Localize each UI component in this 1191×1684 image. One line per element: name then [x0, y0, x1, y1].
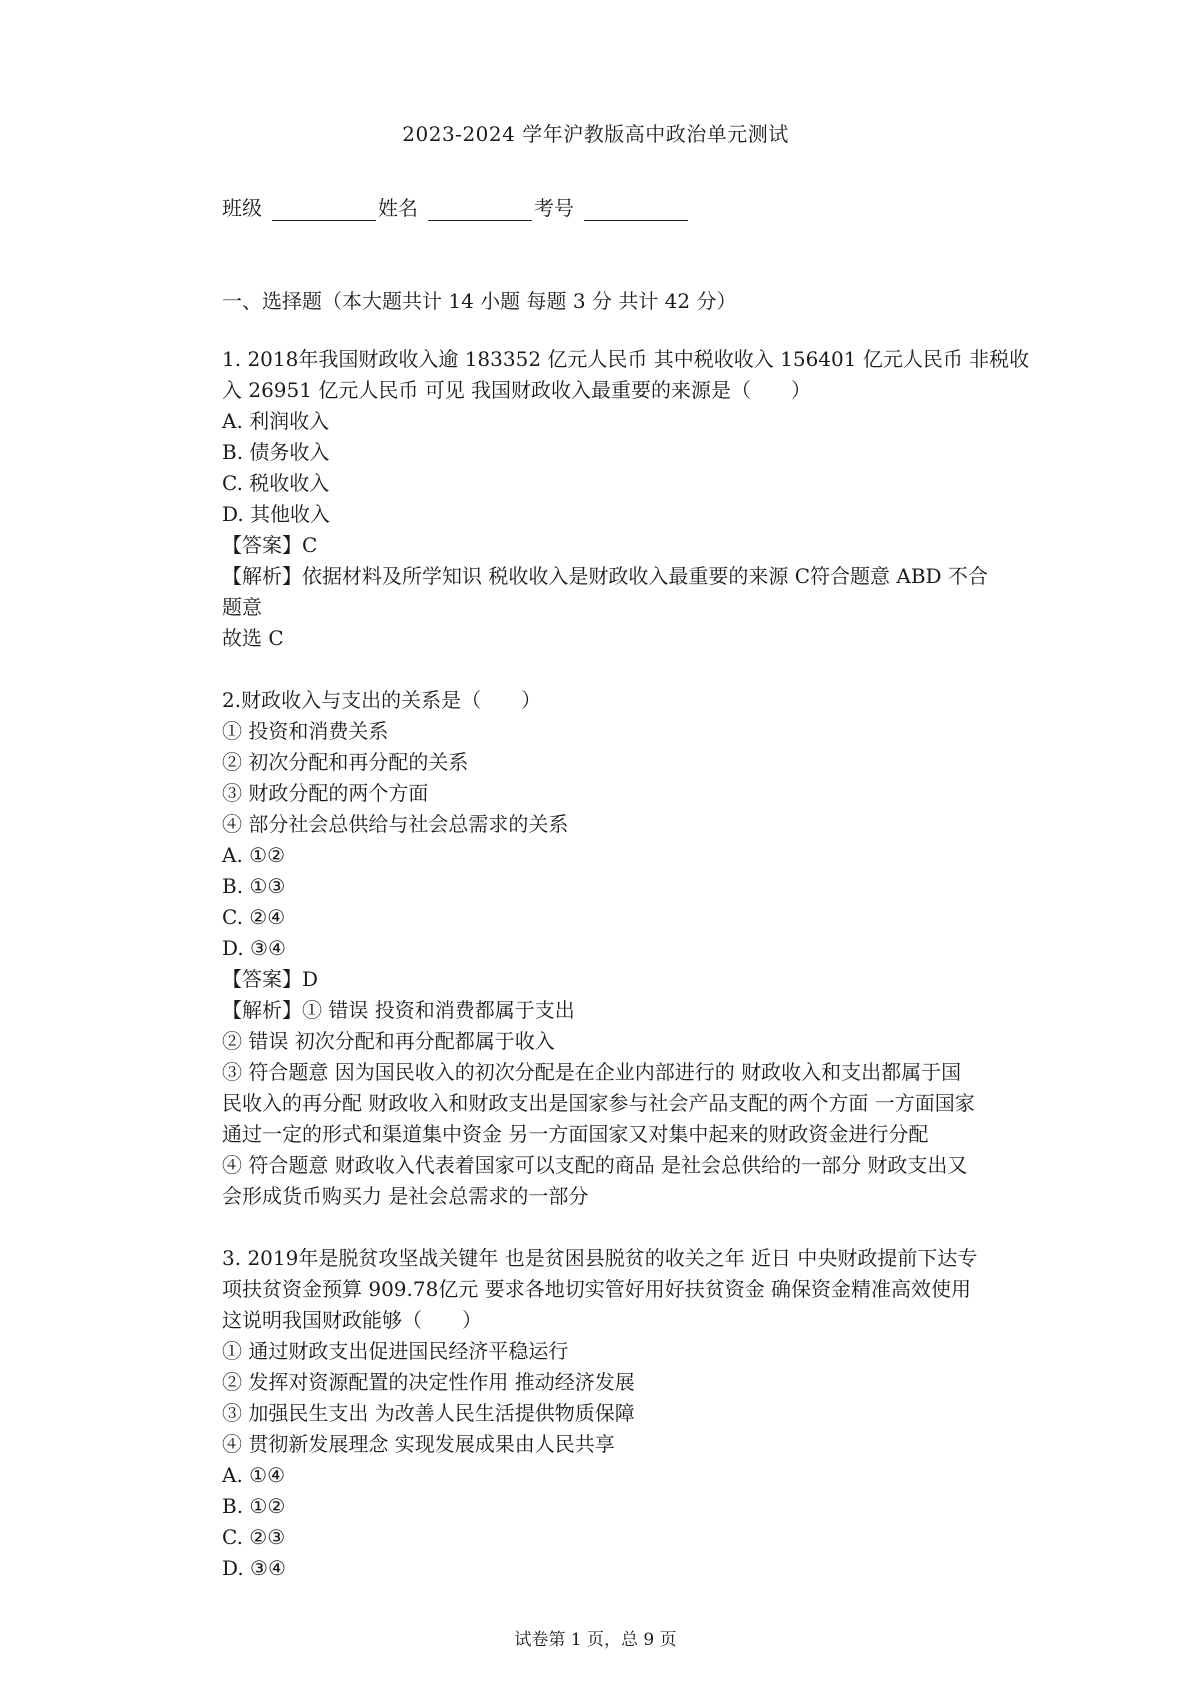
answer: 【答案】C — [222, 533, 318, 557]
option-b: B. ①③ — [222, 874, 286, 898]
id-label: 考号 — [534, 196, 574, 220]
analysis-line: 民收入的再分配 财政收入和财政支出是国家参与社会产品支配的两个方面 一方面国家 — [222, 1091, 975, 1115]
question-stem-line: 入 26951 亿元人民币 可见 我国财政收入最重要的来源是（ ） — [222, 378, 812, 402]
statement: ① 投资和消费关系 — [222, 719, 389, 743]
analysis-line: ④ 符合题意 财政收入代表着国家可以支配的商品 是社会总供给的一部分 财政支出又 — [222, 1153, 968, 1177]
option-b: B. ①② — [222, 1494, 286, 1518]
id-blank — [584, 202, 688, 221]
section-title: 一、选择题（本大题共计 14 小题 每题 3 分 共计 42 分） — [222, 289, 737, 313]
statement: ③ 财政分配的两个方面 — [222, 781, 429, 805]
questions — [222, 344, 1030, 1584]
option-a: A. ①④ — [222, 1463, 286, 1487]
option-c: C. 税收收入 — [222, 471, 330, 495]
statement: ③ 加强民生支出 为改善人民生活提供物质保障 — [222, 1401, 635, 1425]
question-3 — [222, 1243, 1022, 1584]
analysis-line: 题意 — [222, 595, 262, 619]
question-stem-line: 项扶贫资金预算 909.78亿元 要求各地切实管好用好扶贫资金 确保资金精准高效使用 — [222, 1277, 972, 1301]
question-stem-line: 这说明我国财政能够（ ） — [222, 1308, 482, 1332]
analysis-line: ③ 符合题意 因为国民收入的初次分配是在企业内部进行的 财政收入和支出都属于国 — [222, 1060, 962, 1084]
analysis-line: ② 错误 初次分配和再分配都属于收入 — [222, 1029, 555, 1053]
question-1 — [222, 344, 1030, 654]
page-footer: 试卷第 1 页，总 9 页 — [514, 1630, 677, 1650]
class-blank — [272, 202, 376, 221]
analysis-line: 【解析】① 错误 投资和消费都属于支出 — [222, 998, 575, 1022]
statement: ④ 部分社会总供给与社会总需求的关系 — [222, 812, 569, 836]
question-stem-line: 2.财政收入与支出的关系是（ ） — [222, 688, 542, 712]
question-stem-line: 1. 2018年我国财政收入逾 183352 亿元人民币 其中税收收入 156401 亿元人民币 非税收 — [222, 347, 1030, 371]
analysis-line: 通过一定的形式和渠道集中资金 另一方面国家又对集中起来的财政资金进行分配 — [222, 1122, 929, 1146]
statement: ② 初次分配和再分配的关系 — [222, 750, 469, 774]
analysis-line: 【解析】依据材料及所学知识 税收收入是财政收入最重要的来源 C符合题意 ABD 不合 — [222, 564, 988, 588]
name-blank — [428, 202, 532, 221]
question-stem-line: 3. 2019年是脱贫攻坚战关键年 也是贫困县脱贫的收关之年 近日 中央财政提前下达专 — [222, 1246, 978, 1270]
statement: ① 通过财政支出促进国民经济平稳运行 — [222, 1339, 569, 1363]
analysis-line: 故选 C — [222, 626, 284, 650]
statement: ② 发挥对资源配置的决定性作用 推动经济发展 — [222, 1370, 635, 1394]
class-label: 班级 — [222, 196, 262, 220]
option-a: A. 利润收入 — [222, 409, 330, 433]
student-info-row — [222, 192, 690, 221]
option-c: C. ②④ — [222, 905, 286, 929]
option-d: D. ③④ — [222, 1556, 286, 1580]
statement: ④ 贯彻新发展理念 实现发展成果由人民共享 — [222, 1432, 615, 1456]
option-a: A. ①② — [222, 843, 286, 867]
option-d: D. 其他收入 — [222, 502, 331, 526]
option-d: D. ③④ — [222, 936, 286, 960]
option-c: C. ②③ — [222, 1525, 286, 1549]
question-2 — [222, 685, 1022, 1212]
analysis-line: 会形成货币购买力 是社会总需求的一部分 — [222, 1184, 589, 1208]
name-label: 姓名 — [378, 196, 418, 220]
answer: 【答案】D — [222, 967, 319, 991]
exam-title: 2023-2024 学年沪教版高中政治单元测试 — [402, 122, 789, 146]
option-b: B. 债务收入 — [222, 440, 330, 464]
